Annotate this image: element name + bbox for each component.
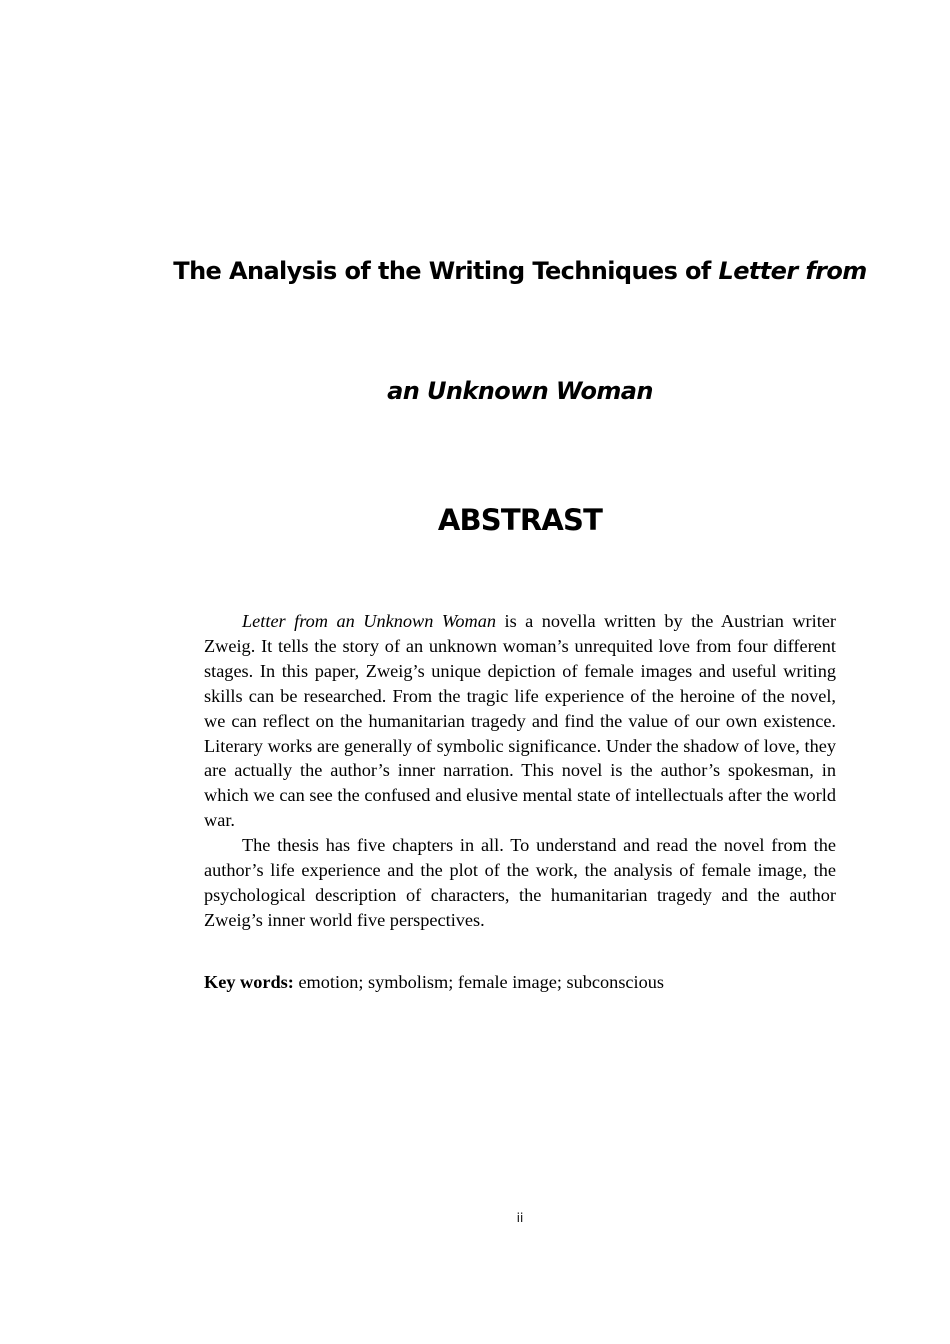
page-number: ii: [516, 1211, 524, 1225]
abstract-paragraph-1: [204, 609, 836, 833]
keywords-value: emotion; symbolism; female image; subconscious: [293, 972, 665, 992]
abstract-heading: ABSTRAST: [437, 503, 603, 537]
abstract-paragraph-1-text: is a novella written by the Austrian writer Zweig. It tells the story of an unknown woman’s unrequited love from four different stages. In this paper, Zweig’s unique depiction of female images and useful writing skills can be researched. From the tragic life experience of the heroine of the novel, we can reflect on the humanitarian tragedy and find the value of our own existence. Literary works are generally of symbolic significance. Under the shadow of love, they are actually the author’s inner narration. This novel is the author’s spokesman, in which we can see the confused and elusive mental state of intellectuals after the world war.: [204, 611, 836, 831]
abstract-paragraph-2: The thesis has five chapters in all. To understand and read the novel from the author’s life experience and the plot of the work, the analysis of female image, the psychological description of characters, the humanitarian tragedy and the author Zweig’s inner world five perspectives.: [204, 835, 836, 930]
abstract-body: [204, 609, 836, 933]
keywords-line: [204, 970, 836, 995]
thesis-title-italic: Letter from: [718, 257, 867, 285]
thesis-title-line-1: [0, 256, 950, 286]
thesis-title-line-2: an Unknown Woman: [387, 377, 653, 405]
novel-title-italic: Letter from an Unknown Woman: [242, 611, 496, 631]
thesis-title-plain: The Analysis of the Writing Techniques of: [173, 257, 719, 285]
keywords-label: Key words:: [204, 972, 294, 992]
